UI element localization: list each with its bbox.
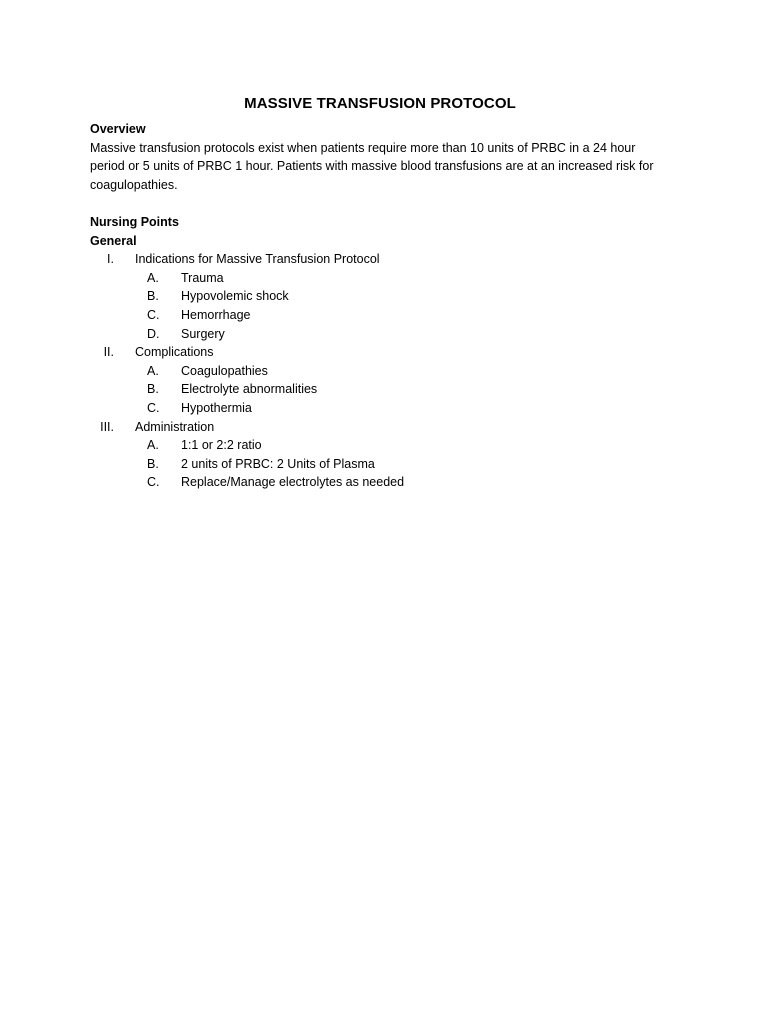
outline-section: [90, 250, 670, 269]
section-spacer: [90, 194, 670, 213]
item-letter: B.: [147, 456, 159, 471]
item-text: Trauma: [181, 270, 224, 285]
roman-numeral: I.: [107, 252, 114, 267]
outline-section: [90, 418, 670, 437]
item-letter: C.: [147, 400, 160, 415]
outline-item: [90, 399, 670, 418]
outline-item: [90, 362, 670, 381]
outline-item: [90, 436, 670, 455]
item-letter: C.: [147, 307, 160, 322]
nursing-points-heading: Nursing Points: [90, 214, 179, 229]
overview-paragraph: Massive transfusion protocols exist when patients require more than 10 units of PRBC in a 24 hour period or 5 units of PRBC 1 hour. Patients with massive blood transfusions are at an increased risk for coagulopathies.: [90, 140, 654, 192]
item-text: Electrolyte abnormalities: [181, 382, 318, 397]
item-letter: A.: [147, 270, 159, 285]
outline-item: [90, 325, 670, 344]
outline-item: [90, 380, 670, 399]
item-letter: C.: [147, 475, 160, 490]
roman-numeral: II.: [103, 345, 114, 360]
item-text: Coagulopathies: [181, 363, 268, 378]
roman-numeral: III.: [100, 419, 114, 434]
document-content: [90, 94, 670, 492]
outline-item: [90, 473, 670, 492]
section-label: Administration: [135, 419, 215, 434]
item-text: Replace/Manage electrolytes as needed: [181, 475, 405, 490]
outline-section: [90, 343, 670, 362]
item-letter: D.: [147, 326, 160, 341]
overview-heading: Overview: [90, 122, 146, 136]
outline-item: [90, 306, 670, 325]
item-text: Hypovolemic shock: [181, 289, 289, 304]
item-letter: B.: [147, 382, 159, 397]
section-label: Indications for Massive Transfusion Protocol: [135, 252, 380, 267]
item-letter: A.: [147, 363, 159, 378]
item-text: Hemorrhage: [181, 307, 251, 322]
section-label: Complications: [135, 345, 214, 360]
item-text: 2 units of PRBC: 2 Units of Plasma: [181, 456, 375, 471]
outline-item: [90, 269, 670, 288]
item-letter: A.: [147, 438, 159, 453]
document-title: MASSIVE TRANSFUSION PROTOCOL: [244, 95, 516, 112]
item-text: Hypothermia: [181, 400, 252, 415]
item-letter: B.: [147, 289, 159, 304]
item-text: Surgery: [181, 326, 225, 341]
outline-item: [90, 455, 670, 474]
general-heading: General: [90, 233, 137, 248]
outline-item: [90, 287, 670, 306]
item-text: 1:1 or 2:2 ratio: [181, 438, 262, 453]
